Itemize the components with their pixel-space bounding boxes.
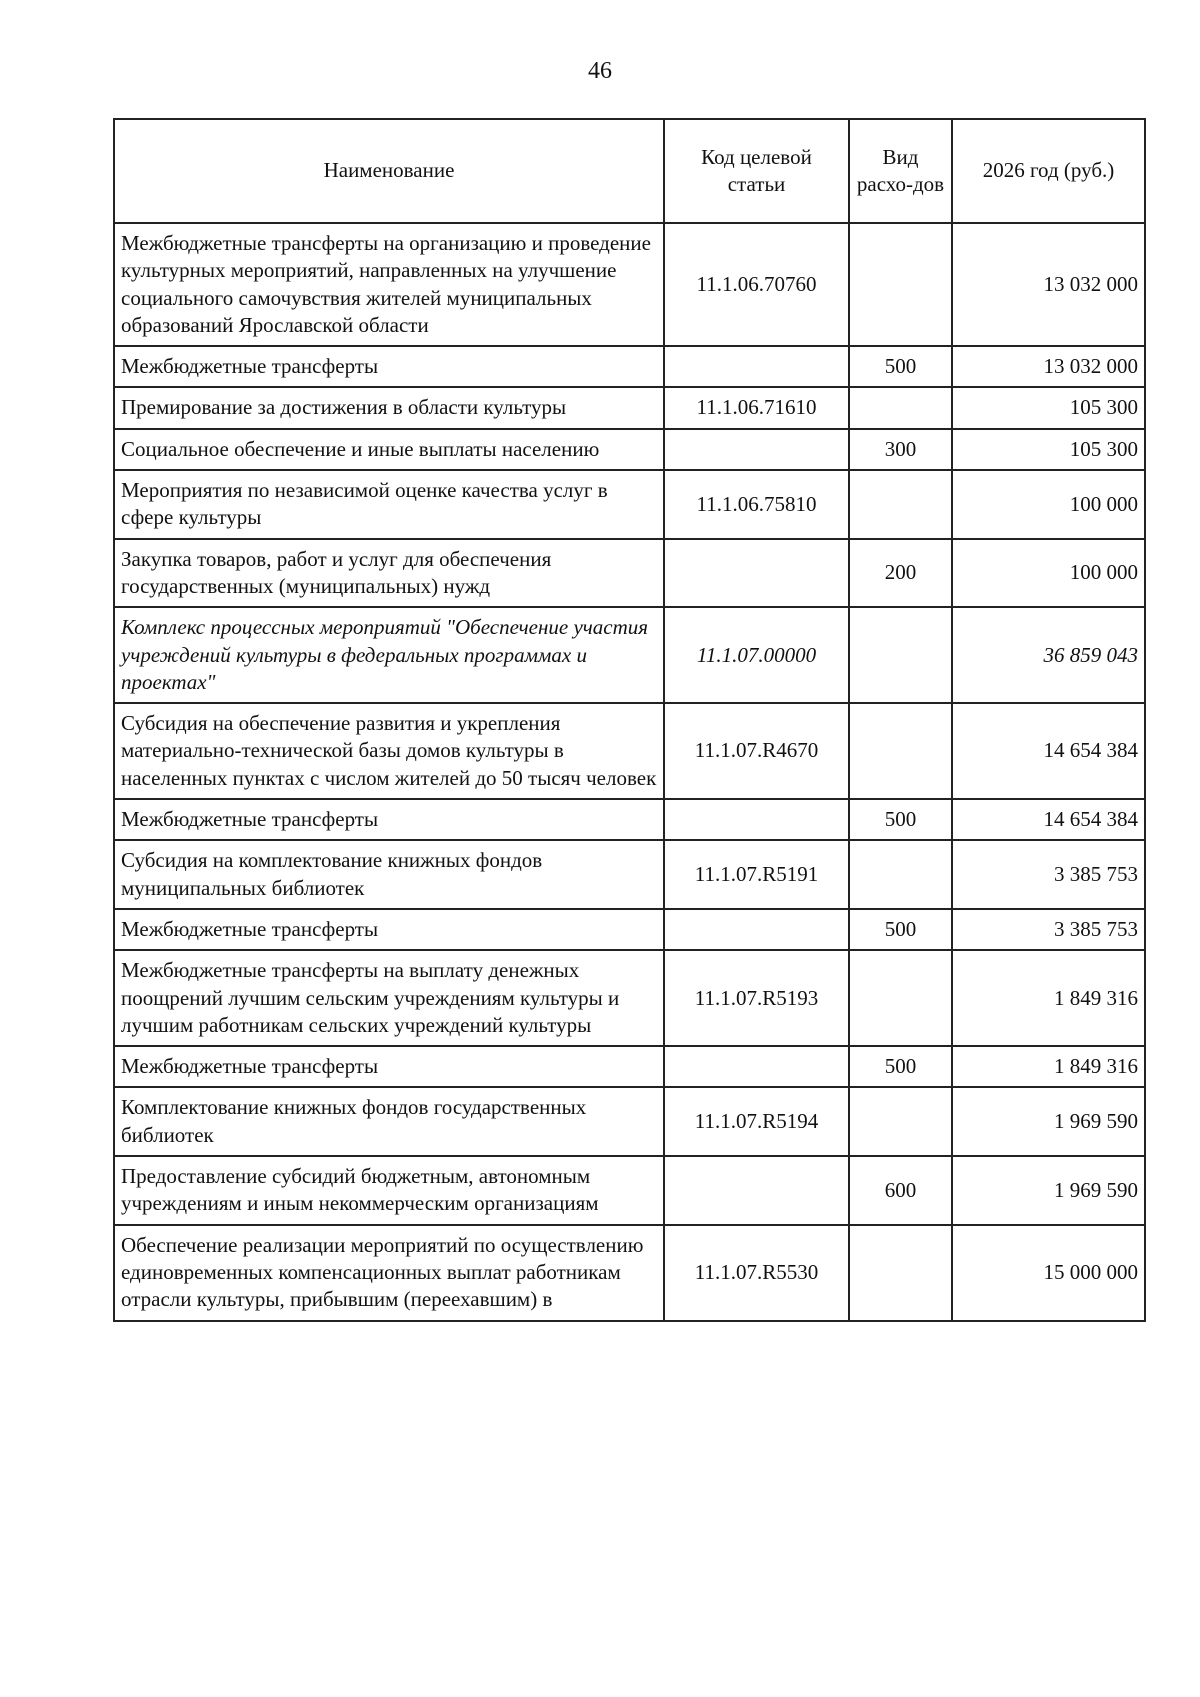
row-sum: 3 385 753 xyxy=(952,909,1145,950)
row-name: Межбюджетные трансферты xyxy=(114,909,664,950)
row-vid xyxy=(849,607,952,703)
row-sum: 105 300 xyxy=(952,387,1145,428)
row-vid xyxy=(849,1225,952,1321)
row-sum: 100 000 xyxy=(952,470,1145,539)
row-name: Комплекс процессных мероприятий "Обеспечение участия учреждений культуры в федеральных программах и проектах" xyxy=(114,607,664,703)
row-sum: 13 032 000 xyxy=(952,346,1145,387)
row-vid: 600 xyxy=(849,1156,952,1225)
row-sum: 1 849 316 xyxy=(952,1046,1145,1087)
row-vid: 500 xyxy=(849,346,952,387)
table-body xyxy=(114,223,1145,1321)
row-code xyxy=(664,1046,849,1087)
row-code xyxy=(664,539,849,608)
row-sum: 13 032 000 xyxy=(952,223,1145,346)
table-row xyxy=(114,799,1145,840)
row-code: 11.1.07.R5193 xyxy=(664,950,849,1046)
header-vid: Вид расхо-дов xyxy=(849,119,952,223)
header-name: Наименование xyxy=(114,119,664,223)
row-vid xyxy=(849,223,952,346)
table-row xyxy=(114,346,1145,387)
row-code xyxy=(664,346,849,387)
row-code: 11.1.06.75810 xyxy=(664,470,849,539)
table-row xyxy=(114,387,1145,428)
row-sum: 3 385 753 xyxy=(952,840,1145,909)
row-vid xyxy=(849,387,952,428)
row-name: Обеспечение реализации мероприятий по осуществлению единовременных компенсационных выплат работникам отрасли культуры, прибывшим (переехавшим) в xyxy=(114,1225,664,1321)
row-name: Межбюджетные трансферты на выплату денежных поощрений лучшим сельским учреждениям культуры и лучшим работникам сельских учреждений культуры xyxy=(114,950,664,1046)
row-sum: 14 654 384 xyxy=(952,799,1145,840)
row-sum: 14 654 384 xyxy=(952,703,1145,799)
row-vid: 500 xyxy=(849,1046,952,1087)
row-sum: 1 969 590 xyxy=(952,1156,1145,1225)
table-row xyxy=(114,539,1145,608)
row-name: Комплектование книжных фондов государственных библиотек xyxy=(114,1087,664,1156)
row-sum: 1 849 316 xyxy=(952,950,1145,1046)
row-name: Межбюджетные трансферты xyxy=(114,1046,664,1087)
row-code xyxy=(664,429,849,470)
header-sum: 2026 год (руб.) xyxy=(952,119,1145,223)
row-name: Социальное обеспечение и иные выплаты населению xyxy=(114,429,664,470)
row-code xyxy=(664,799,849,840)
row-name: Мероприятия по независимой оценке качества услуг в сфере культуры xyxy=(114,470,664,539)
table-row xyxy=(114,429,1145,470)
row-vid xyxy=(849,840,952,909)
row-vid xyxy=(849,470,952,539)
row-code xyxy=(664,909,849,950)
table-row xyxy=(114,1087,1145,1156)
row-vid xyxy=(849,703,952,799)
row-name: Субсидия на комплектование книжных фондов муниципальных библиотек xyxy=(114,840,664,909)
row-code: 11.1.07.R4670 xyxy=(664,703,849,799)
row-code: 11.1.07.00000 xyxy=(664,607,849,703)
row-vid: 500 xyxy=(849,799,952,840)
table-row xyxy=(114,470,1145,539)
row-name: Межбюджетные трансферты xyxy=(114,799,664,840)
row-code: 11.1.06.70760 xyxy=(664,223,849,346)
row-name: Межбюджетные трансферты xyxy=(114,346,664,387)
row-vid: 500 xyxy=(849,909,952,950)
row-sum: 100 000 xyxy=(952,539,1145,608)
row-vid: 200 xyxy=(849,539,952,608)
table-row xyxy=(114,909,1145,950)
row-name: Предоставление субсидий бюджетным, автономным учреждениям и иным некоммерческим организациям xyxy=(114,1156,664,1225)
row-code: 11.1.06.71610 xyxy=(664,387,849,428)
row-sum: 1 969 590 xyxy=(952,1087,1145,1156)
page-number: 46 xyxy=(588,58,612,84)
row-sum: 36 859 043 xyxy=(952,607,1145,703)
row-vid: 300 xyxy=(849,429,952,470)
table-row xyxy=(114,1046,1145,1087)
row-vid xyxy=(849,950,952,1046)
header-code: Код целевой статьи xyxy=(664,119,849,223)
table-row xyxy=(114,1156,1145,1225)
table-header-row xyxy=(114,119,1145,223)
table-row xyxy=(114,1225,1145,1321)
budget-table xyxy=(113,118,1146,1322)
row-vid xyxy=(849,1087,952,1156)
row-sum: 105 300 xyxy=(952,429,1145,470)
table-row xyxy=(114,223,1145,346)
table-row xyxy=(114,950,1145,1046)
row-code: 11.1.07.R5530 xyxy=(664,1225,849,1321)
row-name: Субсидия на обеспечение развития и укрепления материально-технической базы домов культуры в населенных пунктах с числом жителей до 50 тысяч человек xyxy=(114,703,664,799)
row-sum: 15 000 000 xyxy=(952,1225,1145,1321)
row-name: Премирование за достижения в области культуры xyxy=(114,387,664,428)
table-row xyxy=(114,840,1145,909)
row-name: Межбюджетные трансферты на организацию и проведение культурных мероприятий, направленных на улучшение социального самочувствия жителей муниципальных образований Ярославской области xyxy=(114,223,664,346)
table-row-program xyxy=(114,607,1145,703)
row-code: 11.1.07.R5191 xyxy=(664,840,849,909)
table-row xyxy=(114,703,1145,799)
row-name: Закупка товаров, работ и услуг для обеспечения государственных (муниципальных) нужд xyxy=(114,539,664,608)
row-code xyxy=(664,1156,849,1225)
row-code: 11.1.07.R5194 xyxy=(664,1087,849,1156)
